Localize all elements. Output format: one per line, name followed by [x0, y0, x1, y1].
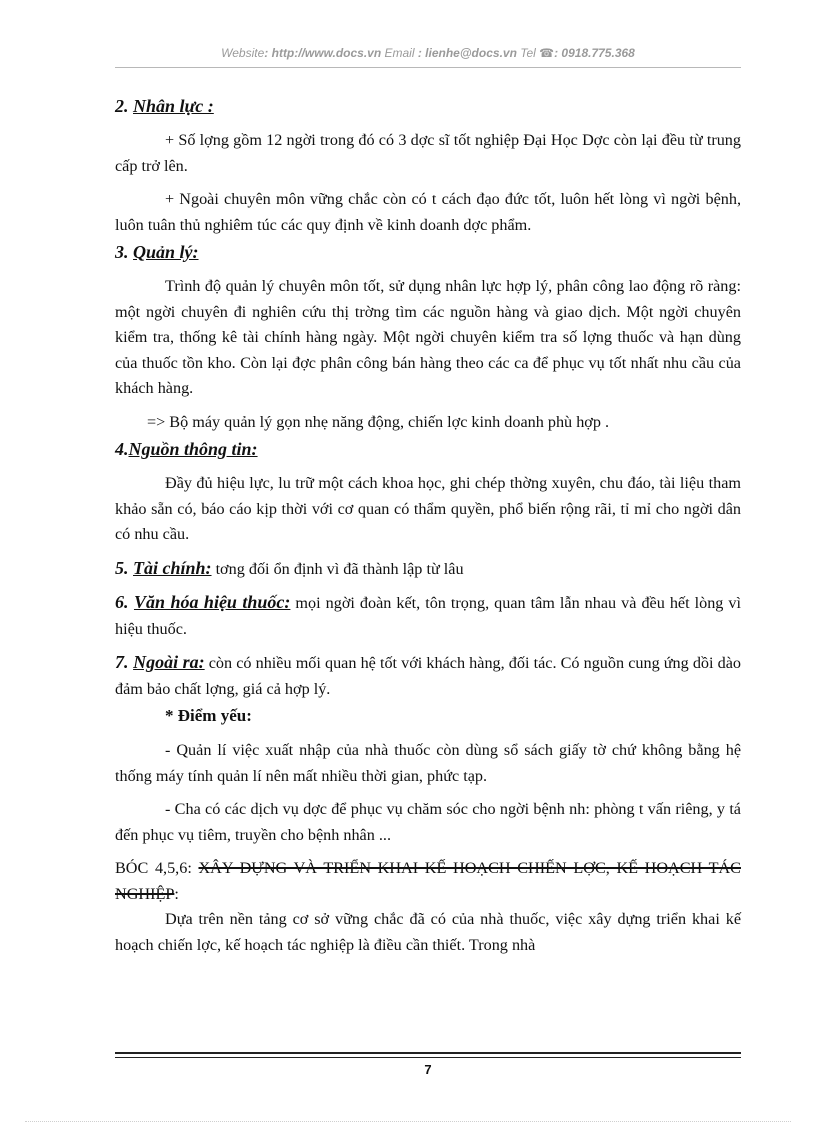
paragraph: Dựa trên nền tảng cơ sở vững chắc đã có của nhà thuốc, việc xây dựng triển khai kế hoạch chiến lợc, kế hoạch tác nghiệp là điều cần thiết. Trong nhà [115, 910, 741, 954]
tel-number: ☎: 0918.775.368 [539, 46, 635, 60]
page-number: 7 [424, 1062, 432, 1077]
website-label: Website [221, 46, 265, 60]
section-heading-nguon-thong-tin: 4.Nguồn thông tin: [115, 439, 258, 459]
step-heading: BÓC 4,5,6: XÂY DỰNG VÀ TRIỂN KHAI KẾ HOẠCH CHIẾN LỢC, KẾ HOẠCH TÁC NGHIỆP: [115, 859, 741, 903]
paragraph: => Bộ máy quản lý gọn nhẹ năng động, chiến lợc kinh doanh phù hợp . [147, 412, 610, 431]
page-header [115, 46, 741, 68]
document-body [115, 92, 741, 958]
tel-label: Tel [516, 46, 540, 60]
footer-divider-thin [115, 1057, 741, 1058]
section-heading-nhan-luc: 2. Nhân lực : [115, 96, 214, 116]
email-label: Email [381, 46, 415, 60]
section-ngoai-ra: 7. Ngoài ra: còn có nhiều mối quan hệ tốt với khách hàng, đối tác. Có nguồn cung ứng dồi dào đảm bảo chất lợng, giá cả hợp lý. [115, 652, 742, 698]
page-edge [25, 1121, 791, 1122]
section-tai-chinh: 5. Tài chính: tơng đối ổn định vì đã thành lập từ lâu [115, 557, 464, 578]
paragraph: - Cha có các dịch vụ dợc để phục vụ chăm sóc cho ngời bệnh nh: phòng t vấn riêng, y tá đến phục vụ tiêm, truyền cho bệnh nhân ... [115, 800, 741, 844]
paragraph: Đầy đủ hiệu lực, lu trữ một cách khoa học, ghi chép thờng xuyên, chu đáo, tài liệu tham khảo sẵn có, báo cáo kịp thời với cơ quan có thẩm quyền, phổ biến rộng rãi, tỉ mỉ cho ngời dân có nhu cầu. [115, 474, 741, 543]
header-divider [115, 67, 741, 68]
section-heading-quan-ly: 3. Quản lý: [115, 242, 199, 262]
section-van-hoa: 6. Văn hóa hiệu thuốc: mọi ngời đoàn kết, tôn trọng, quan tâm lẫn nhau và đều hết lòng vì hiệu thuốc. [115, 592, 742, 638]
paragraph: + Số lợng gồm 12 ngời trong đó có 3 dợc sĩ tốt nghiệp Đại Học Dợc còn lại đều từ trung cấp trở lên. [115, 131, 741, 175]
weakness-heading: * Điểm yếu: [165, 706, 252, 725]
email-address[interactable]: : lienhe@docs.vn [414, 46, 517, 60]
website-url[interactable]: : http://www.docs.vn [264, 46, 382, 60]
paragraph: - Quản lí việc xuất nhập của nhà thuốc còn dùng sổ sách giấy tờ chứ không bằng hệ thống máy tính quản lí nên mất nhiều thời gian, phức tạp. [115, 741, 741, 785]
paragraph: Trình độ quản lý chuyên môn tốt, sử dụng nhân lực hợp lý, phân công lao động rõ ràng: một ngời chuyên đi nghiên cứu thị trờng tìm các nguồn hàng và giao dịch. Một ngời chuyên kiểm tra, thống kê tài chính hàng ngày. Một ngời chuyên kiểm tra số lợng thuốc và hạn dùng của thuốc tồn kho. Còn lại đợc phân công bán hàng theo các ca để phục vụ tốt nhất nhu cầu của khách hàng. [115, 277, 741, 397]
footer-divider [115, 1052, 741, 1054]
paragraph: + Ngoài chuyên môn vững chắc còn có t cách đạo đức tốt, luôn hết lòng vì ngời bệnh, luôn tuân thủ nghiêm túc các quy định về kinh doanh dợc phẩm. [115, 190, 741, 234]
